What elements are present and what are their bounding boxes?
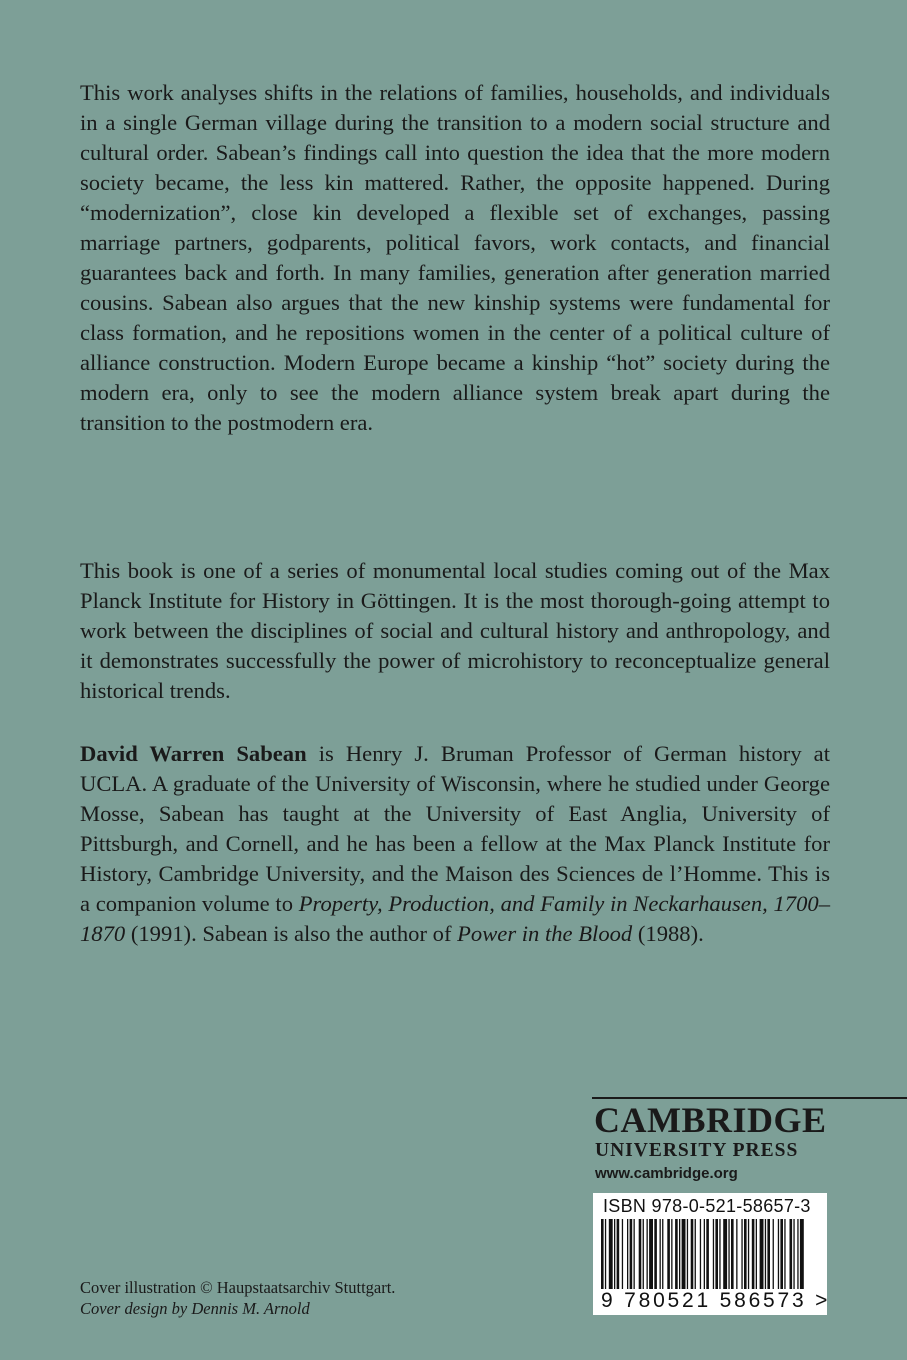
barcode-bar (778, 1219, 779, 1289)
barcode-bar (756, 1219, 757, 1289)
cover-credits (80, 1277, 395, 1319)
barcode-bar (614, 1219, 615, 1289)
barcode-bar (790, 1219, 793, 1289)
barcode-bar (617, 1219, 620, 1289)
author-bio-text-3: (1988). (632, 920, 704, 946)
barcode-bar (671, 1219, 672, 1289)
publisher-divider (592, 1097, 907, 1099)
barcode-bar (713, 1219, 714, 1289)
barcode-bar (752, 1219, 755, 1289)
barcode-bar (649, 1219, 653, 1289)
barcode-bar (731, 1219, 734, 1289)
barcode-bar (760, 1219, 764, 1289)
blurb-paragraph-2: This book is one of a series of monumental local studies coming out of the Max Planck Institute for History in Göttingen. It is the most thorough-going attempt to work between the disciplines of social and cultural history and anthropology, and it demonstrates successfully the power of microhistory to reconceptualize general historical trends. (80, 557, 830, 703)
blurb-paragraph-1: This work analyses shifts in the relations of families, households, and individuals in a single German village during the transition to a modern social structure and cultural order. Sabean’s findings call into question the idea that the more modern society became, the less kin mattered. Rather, the opposite happened. During “modernization”, close kin developed a flexible set of exchanges, passing marriage partners, godparents, political favors, work contacts, and financial guarantees back and forth. In many families, generation after generation married cousins. Sabean also argues that the new kinship systems were fundamental for class formation, and he repositions women in the center of a political culture of alliance construction. Modern Europe became a kinship “hot” society during the modern era, only to see the modern alliance system break apart during the transition to the postmodern era. (80, 79, 830, 435)
barcode-bar (715, 1219, 718, 1289)
barcode-bar (765, 1219, 766, 1289)
barcode-bar (695, 1219, 696, 1289)
publisher-logo-name: CAMBRIDGE (594, 1100, 827, 1140)
barcode-bar (630, 1219, 633, 1289)
barcode-bar (679, 1219, 680, 1289)
barcode-bar (767, 1219, 770, 1289)
barcode-bar (706, 1219, 709, 1289)
barcode-bar (647, 1219, 648, 1289)
barcode-bar (723, 1219, 727, 1289)
author-bio (80, 739, 830, 949)
barcode-bar (744, 1219, 747, 1289)
isbn-label: ISBN 978-0-521-58657-3 (603, 1196, 811, 1216)
barcode-bar (675, 1219, 678, 1289)
other-book-title: Power in the Blood (457, 920, 633, 946)
barcode-bar (654, 1219, 657, 1289)
barcode-bar (797, 1219, 798, 1289)
barcode-bar (691, 1219, 694, 1289)
cover-design-credit: Cover design by Dennis M. Arnold (80, 1299, 310, 1318)
barcode-bar (741, 1219, 742, 1289)
barcode-bar (627, 1219, 628, 1289)
barcode-bar (605, 1219, 606, 1289)
barcode-bar (704, 1219, 705, 1289)
barcode-bar (780, 1219, 783, 1289)
barcode-bar (784, 1219, 785, 1289)
barcode-bars (599, 1219, 805, 1289)
isbn-barcode (593, 1193, 831, 1315)
barcode-bar (662, 1219, 663, 1289)
barcode-bar (800, 1219, 804, 1289)
barcode-bar (728, 1219, 729, 1289)
author-bio-text-2: (1991). Sabean is also the author of (125, 920, 458, 946)
barcode-bar (736, 1219, 737, 1289)
barcode-bar (700, 1219, 701, 1289)
barcode-bar (622, 1219, 623, 1289)
barcode-bar (609, 1219, 613, 1289)
cover-illustration-credit: Cover illustration © Haupstaatsarchiv Stuttgart. (80, 1278, 396, 1297)
barcode-bar (643, 1219, 644, 1289)
barcode-bar (773, 1219, 774, 1289)
companion-book-title: Property, Production, and Family in Neckarhausen, 1700–1870 (80, 890, 830, 946)
publisher-logo-sub: UNIVERSITY PRESS (595, 1140, 799, 1161)
barcode-bar (793, 1219, 794, 1289)
author-name: David Warren Sabean (80, 740, 307, 766)
barcode-bar (748, 1219, 749, 1289)
barcode-bar (682, 1219, 686, 1289)
barcode-digits: 9 780521 586573 > (601, 1289, 831, 1312)
barcode-bar (667, 1219, 670, 1289)
barcode-bar (639, 1219, 642, 1289)
barcode-bar (687, 1219, 688, 1289)
barcode-bar (634, 1219, 635, 1289)
barcode-bar (719, 1219, 720, 1289)
barcode-bar (601, 1219, 604, 1289)
author-bio-text-1: is Henry J. Bruman Professor of German history at UCLA. A graduate of the University of Wisconsin, where he studied under George Mosse, Sabean has taught at the University of East Anglia, University of Pittsburgh, and Cornell, and he has been a fellow at the Max Planck Institute for History, Cambridge University, and the Maison des Sciences de l’Homme. This is a companion volume to (80, 740, 830, 916)
barcode-bar (660, 1219, 661, 1289)
publisher-url: www.cambridge.org (595, 1165, 738, 1182)
